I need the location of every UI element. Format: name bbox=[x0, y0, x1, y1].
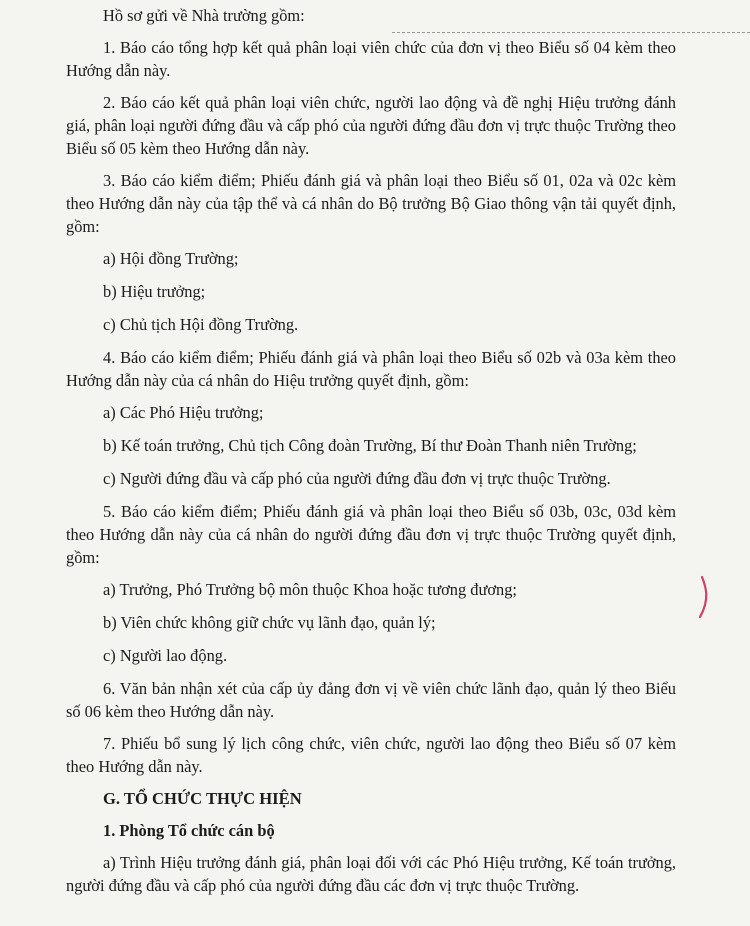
item-7: 7. Phiếu bổ sung lý lịch công chức, viên chức, người lao động theo Biểu số 07 kèm theo Hướng dẫn này. bbox=[66, 734, 676, 776]
item-4c: c) Người đứng đầu và cấp phó của người đứng đầu đơn vị trực thuộc Trường. bbox=[103, 469, 611, 488]
item-4a: a) Các Phó Hiệu trưởng; bbox=[103, 403, 264, 422]
section-g-heading: G. TỔ CHỨC THỰC HIỆN bbox=[103, 789, 302, 808]
item-4b: b) Kế toán trưởng, Chủ tịch Công đoàn Trường, Bí thư Đoàn Thanh niên Trường; bbox=[103, 436, 637, 455]
item-5: 5. Báo cáo kiểm điểm; Phiếu đánh giá và phân loại theo Biểu số 03b, 03c, 03d kèm theo Hướng dẫn này của cá nhân do người đứng đầu đơn vị trực thuộc Trường quyết định, gồm: bbox=[66, 502, 676, 567]
item-2: 2. Báo cáo kết quả phân loại viên chức, người lao động và đề nghị Hiệu trưởng đánh giá, phân loại người đứng đầu và cấp phó của người đứng đầu đơn vị trực thuộc Trường theo Biểu số 05 kèm theo Hướng dẫn này. bbox=[66, 93, 676, 158]
red-pen-mark bbox=[688, 575, 712, 619]
item-5c: c) Người lao động. bbox=[103, 646, 228, 665]
item-3: 3. Báo cáo kiểm điểm; Phiếu đánh giá và phân loại theo Biểu số 01, 02a và 02c kèm theo Hướng dẫn này của tập thể và cá nhân do Bộ trưởng Bộ Giao thông vận tải quyết định, gồm: bbox=[66, 171, 676, 236]
section-g-subheading-1: 1. Phòng Tổ chức cán bộ bbox=[103, 821, 275, 840]
item-1: 1. Báo cáo tổng hợp kết quả phân loại viên chức của đơn vị theo Biểu số 04 kèm theo Hướng dẫn này. bbox=[66, 38, 676, 80]
item-3a: a) Hội đồng Trường; bbox=[103, 249, 239, 268]
item-4: 4. Báo cáo kiểm điểm; Phiếu đánh giá và phân loại theo Biểu số 02b và 03a kèm theo Hướng dẫn này của cá nhân do Hiệu trưởng quyết định, gồm: bbox=[66, 348, 676, 390]
item-6: 6. Văn bản nhận xét của cấp ủy đảng đơn vị về viên chức lãnh đạo, quản lý theo Biểu số 06 kèm theo Hướng dẫn này. bbox=[66, 679, 676, 721]
document-body bbox=[66, 4, 676, 897]
item-3b: b) Hiệu trưởng; bbox=[103, 282, 206, 301]
item-5b: b) Viên chức không giữ chức vụ lãnh đạo, quản lý; bbox=[103, 613, 436, 632]
item-3c: c) Chủ tịch Hội đồng Trường. bbox=[103, 315, 299, 334]
intro-line: Hồ sơ gửi về Nhà trường gồm: bbox=[103, 6, 305, 25]
section-g-para-a: a) Trình Hiệu trưởng đánh giá, phân loại đối với các Phó Hiệu trưởng, Kế toán trưởng, người đứng đầu và cấp phó của người đứng đầu các đơn vị trực thuộc Trường. bbox=[66, 853, 676, 895]
item-5a: a) Trưởng, Phó Trưởng bộ môn thuộc Khoa hoặc tương đương; bbox=[103, 580, 517, 599]
